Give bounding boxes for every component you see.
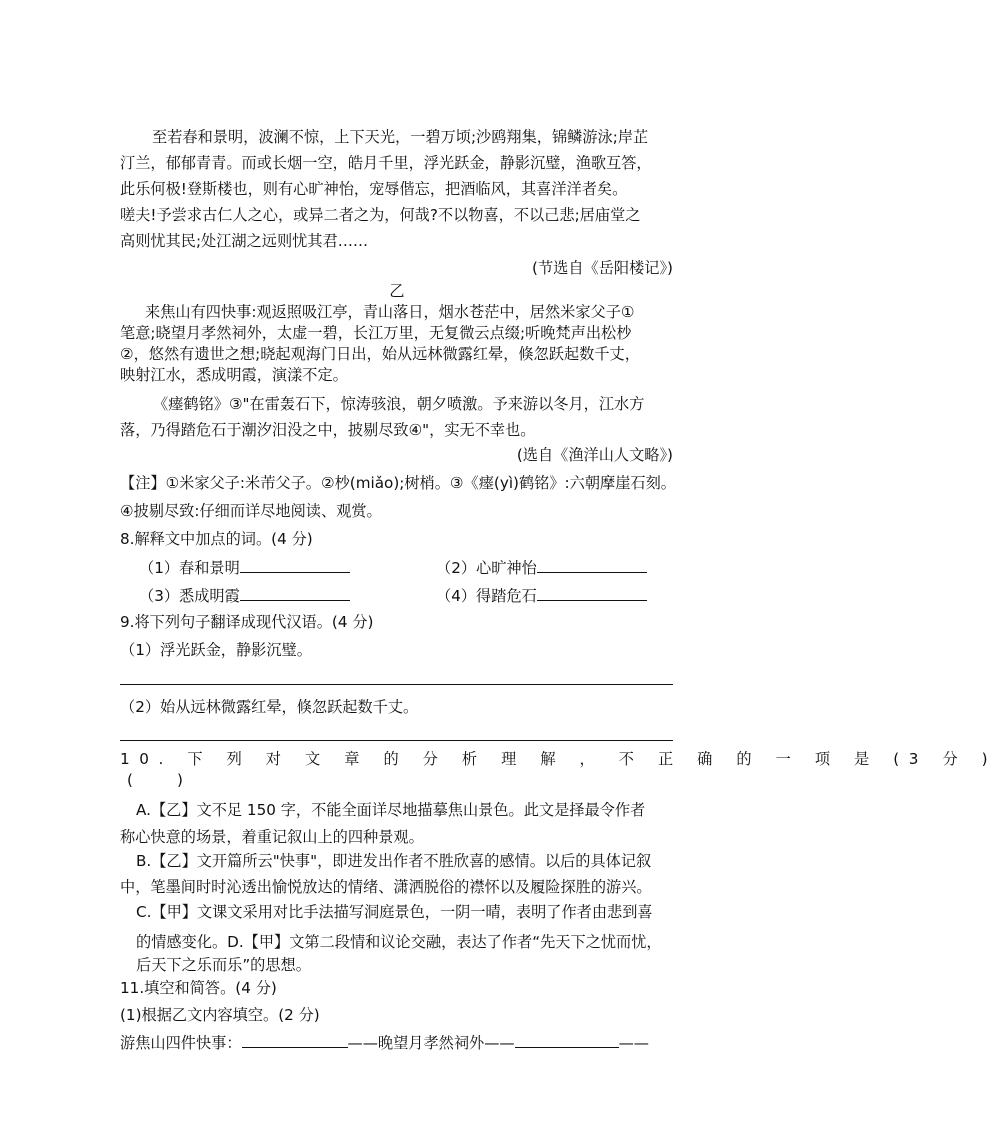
q11-stem: 11.填空和简答。(4 分)	[120, 979, 277, 997]
q10-answer-paren[interactable]	[127, 770, 183, 790]
q9-item-2: （2）始从远林微露红晕，倏忽跃起数千丈。	[120, 698, 419, 716]
q11-blank-2[interactable]	[515, 1032, 619, 1048]
jia-para2-line1: 嗟夫!予尝求古仁人之心，或异二者之为，何哉?不以物喜，不以己悲;居庙堂之	[120, 206, 641, 224]
q9-stem: 9.将下列句子翻译成现代汉语。(4 分)	[120, 613, 374, 631]
q8-item-4-blank[interactable]	[537, 585, 647, 601]
q9-item-1: （1）浮光跃金，静影沉璧。	[120, 641, 312, 659]
yi-para2-line2: 落，乃得踏危石于潮汐汨没之中，披剔尽致④"，实无不幸也。	[120, 421, 536, 439]
jia-para2-line2: 高则忧其民;处江湖之远则忧其君……	[120, 232, 369, 250]
yi-para1-line2: 笔意;晓望月孝然祠外，太虚一碧，长江万里，无复微云点缀;听晚梵声出松杪	[120, 324, 632, 342]
q10-option-c-line1: C.【甲】文课文采用对比手法描写洞庭景色，一阴一晴，表明了作者由悲到喜	[136, 903, 653, 921]
q8-item-1-label: （1）春和景明	[139, 559, 240, 577]
q9-answer-line-2[interactable]	[120, 740, 673, 741]
q11-fill-line	[120, 1032, 649, 1053]
q8-item-2-blank[interactable]	[537, 557, 647, 573]
jia-source: (节选自《岳阳楼记》)	[532, 259, 673, 277]
yi-para1-line3: ②，悠然有遗世之想;晓起观海门日出，始从远林微露红晕，倏忽跃起数千丈，	[120, 345, 640, 363]
yi-heading: 乙	[389, 282, 405, 300]
q8-item-3	[139, 585, 350, 606]
yi-para1-line1: 来焦山有四快事:观返照吸江亭，青山落日，烟水苍茫中，居然米家父子①	[145, 303, 635, 321]
q10-option-a-line1: A.【乙】文不足 150 字，不能全面详尽地描摹焦山景色。此文是择最令作者	[136, 801, 646, 819]
q8-item-4-label: （4）得踏危石	[436, 587, 537, 605]
q11-fill-mid: ——晚望月孝然祠外——	[347, 1034, 515, 1052]
notes-line1: 【注】①米家父子:米芾父子。②杪(miǎo);树梢。③《瘗(yì)鹤铭》:六朝摩崖石刻。	[120, 474, 676, 492]
q10-option-cd-line2: 的情感变化。D.【甲】文第二段情和议论交融，表达了作者“先天下之忧而忧，	[136, 933, 662, 951]
q8-item-4	[436, 585, 647, 606]
q8-item-3-blank[interactable]	[240, 585, 350, 601]
q10-option-a-line2: 称心快意的场景，着重记叙山上的四种景观。	[120, 828, 424, 846]
q10-paren-close: )	[176, 771, 183, 789]
q9-answer-line-1[interactable]	[120, 684, 673, 685]
q10-option-b-line1: B.【乙】文开篇所云"快事"，即进发出作者不胜欣喜的感情。以后的具体记叙	[136, 852, 652, 870]
jia-para1-line3: 此乐何极!登斯楼也，则有心旷神怡，宠辱偕忘，把酒临风，其喜洋洋者矣。	[120, 180, 628, 198]
yi-para1-line4: 映射江水，悉成明霞，演漾不定。	[120, 366, 348, 384]
q8-item-1	[139, 557, 350, 578]
q8-item-2	[436, 557, 647, 578]
yi-source: (选自《渔洋山人文略》)	[516, 446, 673, 464]
jia-para1-line2: 汀兰，郁郁青青。而或长烟一空，皓月千里，浮光跃金，静影沉璧，渔歌互答，	[120, 154, 652, 172]
jia-para1-line1: 至若春和景明，波澜不惊，上下天光，一碧万顷;沙鸥翔集，锦鳞游泳;岸芷	[152, 128, 649, 146]
q11-fill-end: ——	[618, 1034, 649, 1052]
q8-item-1-blank[interactable]	[240, 557, 350, 573]
notes-line2: ④披剔尽致:仔细而详尽地阅读、观赏。	[120, 502, 382, 520]
q8-item-2-label: （2）心旷神怡	[436, 559, 537, 577]
q10-stem: 10. 下 列 对 文 章 的 分 析 理 解 ， 不 正 确 的 一 项 是 (3 分 )	[120, 750, 997, 768]
q8-item-3-label: （3）悉成明霞	[139, 587, 240, 605]
q11-blank-1[interactable]	[242, 1032, 348, 1048]
q10-paren-open: (	[127, 771, 133, 789]
q11-sub1: (1)根据乙文内容填空。(2 分)	[120, 1006, 320, 1024]
q10-option-d-line3: 后天下之乐而乐”的思想。	[136, 956, 311, 974]
yi-para2-line1: 《瘗鹤铭》③"在雷轰石下，惊涛骇浪，朝夕喷激。予来游以冬月，江水方	[153, 395, 645, 413]
q11-fill-prefix: 游焦山四件快事：	[120, 1034, 242, 1052]
q8-stem: 8.解释文中加点的词。(4 分)	[120, 530, 313, 548]
q10-option-b-line2: 中，笔墨间时时沁透出愉悦放达的情绪、潇洒脱俗的襟怀以及履险探胜的游兴。	[120, 878, 652, 896]
